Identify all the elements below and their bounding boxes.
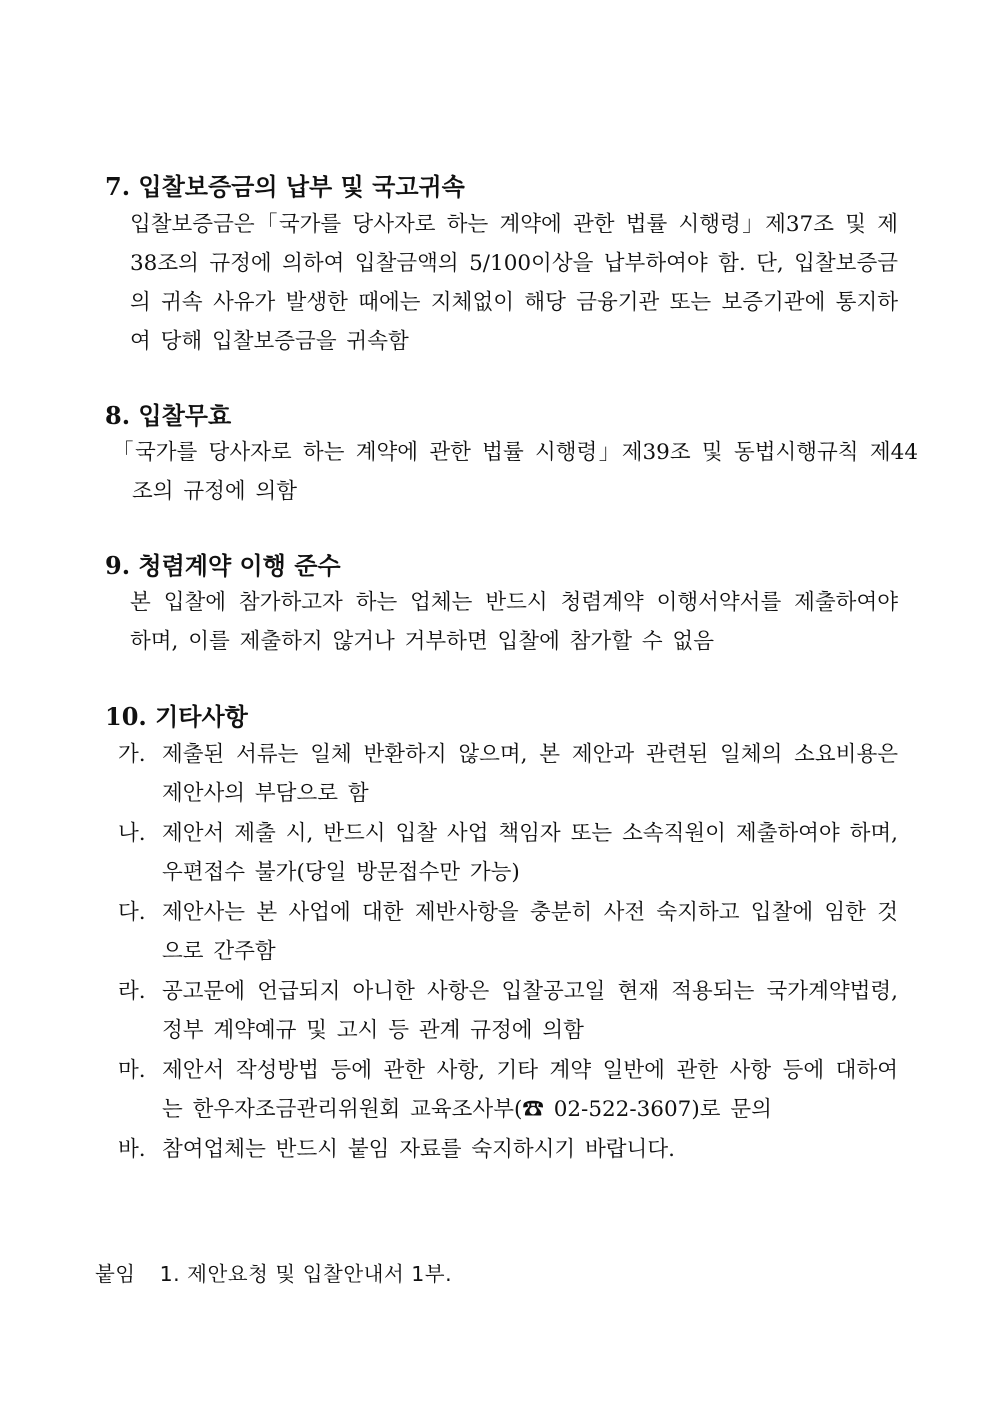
section-9-heading: 9. 청렴계약 이행 준수 bbox=[105, 551, 341, 580]
section-7-body: 입찰보증금은「국가를 당사자로 하는 계약에 관한 법률 시행령」제37조 및 제38조의 규정에 의하여 입찰금액의 5/100이상을 납부하여야 함. 단, 입찰보증금의 귀속 사유가 발생한 때에는 지체없이 해당 금융기관 또는 보증기관에 통지하여 당해 입찰보증금을 귀속함 bbox=[130, 212, 898, 354]
attachment-text: 1. 제안요청 및 입찰안내서 1부. bbox=[159, 1262, 453, 1286]
list-item-text: 제안사는 본 사업에 대한 제반사항을 충분히 사전 숙지하고 입찰에 임한 것으로 간주함 bbox=[162, 900, 898, 964]
attachment-label: 붙임 bbox=[95, 1262, 136, 1286]
attachment-line bbox=[95, 1257, 452, 1287]
list-marker: 라. bbox=[118, 979, 146, 1004]
list-item bbox=[118, 1051, 898, 1129]
list-marker: 나. bbox=[118, 821, 146, 846]
list-item bbox=[118, 814, 898, 892]
list-item bbox=[118, 972, 898, 1050]
list-marker: 바. bbox=[118, 1137, 146, 1162]
list-item bbox=[118, 893, 898, 971]
section-7-heading: 7. 입찰보증금의 납부 및 국고귀속 bbox=[105, 172, 465, 201]
list-item-text: 참여업체는 반드시 붙임 자료를 숙지하시기 바랍니다. bbox=[162, 1137, 675, 1162]
list-item-text: 제안서 작성방법 등에 관한 사항, 기타 계약 일반에 관한 사항 등에 대하여는 한우자조금관리위원회 교육조사부(☎ 02-522-3607)로 문의 bbox=[162, 1058, 898, 1122]
section-9-body: 본 입찰에 참가하고자 하는 업체는 반드시 청렴계약 이행서약서를 제출하여야 하며, 이를 제출하지 않거나 거부하면 입찰에 참가할 수 없음 bbox=[130, 590, 898, 654]
list-item-text: 제출된 서류는 일체 반환하지 않으며, 본 제안과 관련된 일체의 소요비용은 제안사의 부담으로 함 bbox=[162, 742, 898, 806]
list-item bbox=[118, 735, 898, 813]
list-item-text: 공고문에 언급되지 아니한 사항은 입찰공고일 현재 적용되는 국가계약법령, 정부 계약예규 및 고시 등 관계 규정에 의함 bbox=[162, 979, 898, 1043]
list-marker: 마. bbox=[118, 1058, 146, 1083]
section-10-heading: 10. 기타사항 bbox=[105, 702, 248, 731]
section-8-heading: 8. 입찰무효 bbox=[105, 401, 232, 430]
list-marker: 다. bbox=[118, 900, 146, 925]
list-item bbox=[118, 1130, 898, 1169]
section-8-body: 「국가를 당사자로 하는 계약에 관한 법률 시행령」제39조 및 동법시행규칙 제44조의 규정에 의함 bbox=[112, 440, 918, 504]
list-marker: 가. bbox=[118, 742, 146, 767]
list-item-text: 제안서 제출 시, 반드시 입찰 사업 책임자 또는 소속직원이 제출하여야 하며, 우편접수 불가(당일 방문접수만 가능) bbox=[162, 821, 898, 885]
